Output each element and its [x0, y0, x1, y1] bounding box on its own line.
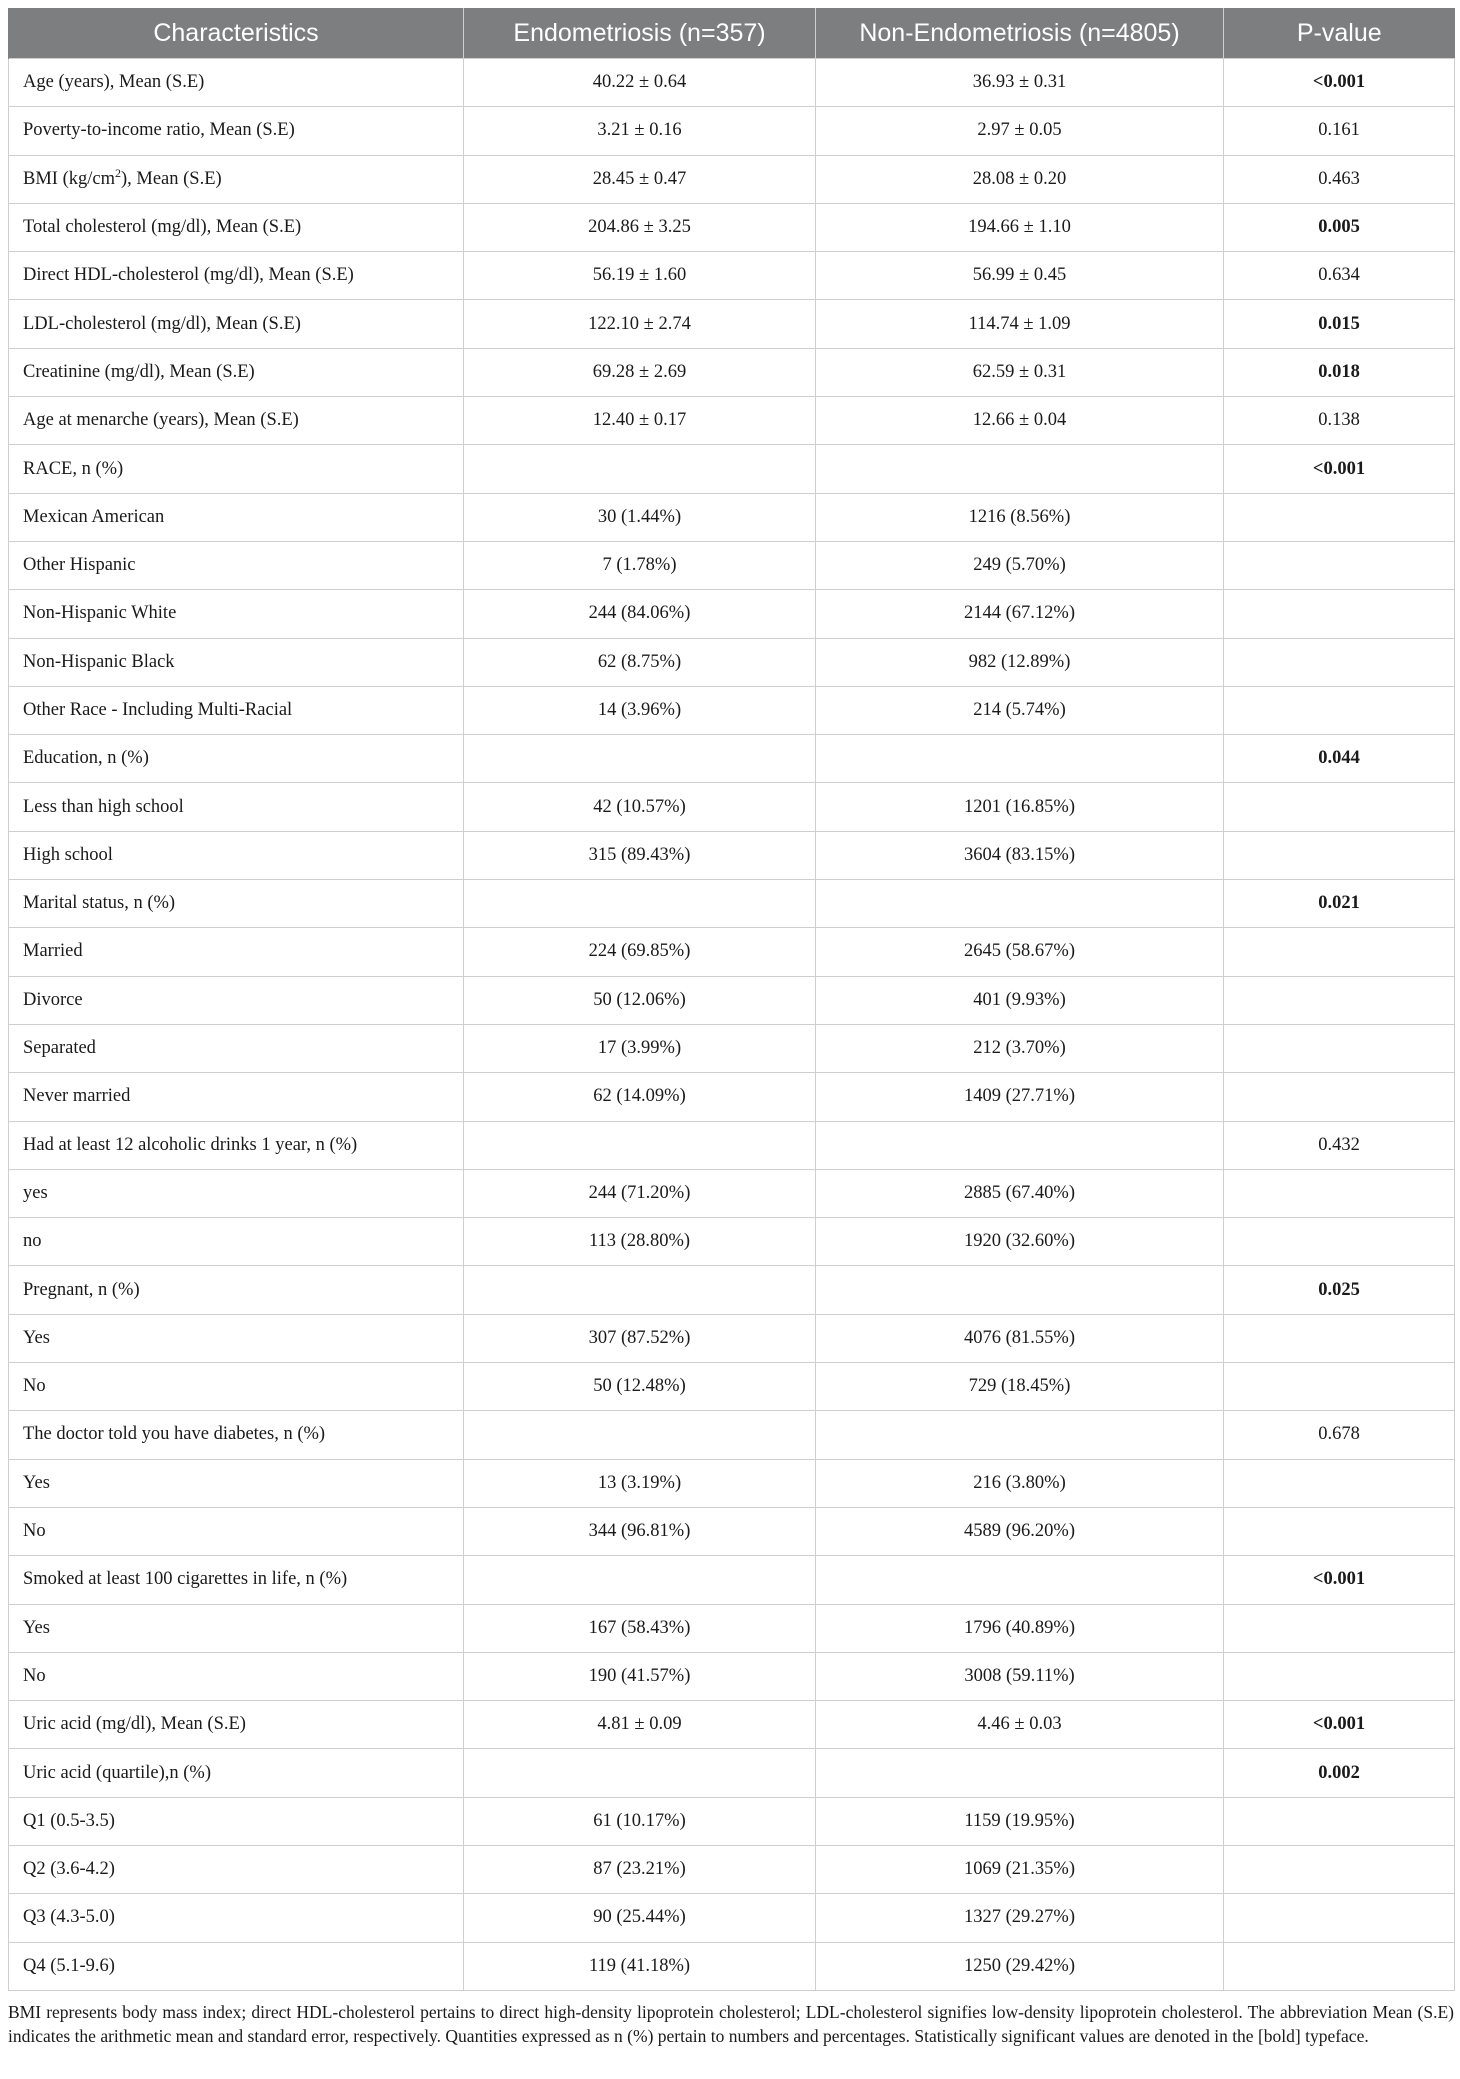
row-label: Education, n (%) [9, 735, 464, 783]
cell-p-value [1224, 1894, 1455, 1942]
cell-non-endometriosis: 1069 (21.35%) [816, 1845, 1224, 1893]
cell-non-endometriosis: 28.08 ± 0.20 [816, 155, 1224, 203]
table-row [9, 1507, 1455, 1555]
cell-p-value [1224, 638, 1455, 686]
table-row [9, 1701, 1455, 1749]
cell-non-endometriosis: 194.66 ± 1.10 [816, 203, 1224, 251]
cell-non-endometriosis: 1201 (16.85%) [816, 783, 1224, 831]
table-row [9, 1604, 1455, 1652]
cell-endometriosis: 344 (96.81%) [464, 1507, 816, 1555]
row-label: Q4 (5.1-9.6) [9, 1942, 464, 1990]
cell-non-endometriosis: 114.74 ± 1.09 [816, 300, 1224, 348]
cell-endometriosis: 30 (1.44%) [464, 493, 816, 541]
table-header [9, 8, 1455, 59]
cell-endometriosis: 190 (41.57%) [464, 1652, 816, 1700]
row-label-superscript: 2 [114, 165, 121, 180]
cell-endometriosis [464, 1556, 816, 1604]
cell-endometriosis [464, 445, 816, 493]
row-label-text-after: ), Mean (S.E) [120, 168, 222, 189]
cell-endometriosis [464, 880, 816, 928]
cell-endometriosis: 119 (41.18%) [464, 1942, 816, 1990]
cell-endometriosis: 50 (12.06%) [464, 976, 816, 1024]
row-label: Smoked at least 100 cigarettes in life, n (%) [9, 1556, 464, 1604]
cell-non-endometriosis: 1216 (8.56%) [816, 493, 1224, 541]
cell-non-endometriosis: 3604 (83.15%) [816, 831, 1224, 879]
cell-endometriosis: 56.19 ± 1.60 [464, 252, 816, 300]
cell-p-value: 0.161 [1224, 107, 1455, 155]
table-row [9, 831, 1455, 879]
cell-endometriosis: 224 (69.85%) [464, 928, 816, 976]
cell-non-endometriosis [816, 1749, 1224, 1797]
cell-non-endometriosis: 62.59 ± 0.31 [816, 348, 1224, 396]
cell-non-endometriosis: 212 (3.70%) [816, 1024, 1224, 1072]
cell-endometriosis: 42 (10.57%) [464, 783, 816, 831]
cell-p-value [1224, 1845, 1455, 1893]
table-row [9, 59, 1455, 107]
cell-p-value [1224, 1169, 1455, 1217]
table-row [9, 735, 1455, 783]
table-row [9, 1073, 1455, 1121]
cell-endometriosis: 204.86 ± 3.25 [464, 203, 816, 251]
cell-endometriosis: 13 (3.19%) [464, 1459, 816, 1507]
cell-non-endometriosis: 36.93 ± 0.31 [816, 59, 1224, 107]
cell-endometriosis: 62 (8.75%) [464, 638, 816, 686]
cell-p-value: 0.021 [1224, 880, 1455, 928]
table-row [9, 1218, 1455, 1266]
table-row [9, 783, 1455, 831]
cell-endometriosis: 307 (87.52%) [464, 1314, 816, 1362]
cell-p-value: 0.025 [1224, 1266, 1455, 1314]
row-label: Total cholesterol (mg/dl), Mean (S.E) [9, 203, 464, 251]
cell-non-endometriosis [816, 1121, 1224, 1169]
row-label: Age at menarche (years), Mean (S.E) [9, 397, 464, 445]
cell-endometriosis [464, 1121, 816, 1169]
row-label: Q3 (4.3-5.0) [9, 1894, 464, 1942]
cell-non-endometriosis [816, 445, 1224, 493]
cell-p-value [1224, 976, 1455, 1024]
cell-endometriosis [464, 1266, 816, 1314]
row-label: Never married [9, 1073, 464, 1121]
cell-non-endometriosis: 2.97 ± 0.05 [816, 107, 1224, 155]
cell-p-value [1224, 1459, 1455, 1507]
table-row [9, 300, 1455, 348]
cell-endometriosis: 315 (89.43%) [464, 831, 816, 879]
cell-endometriosis: 87 (23.21%) [464, 1845, 816, 1893]
table-row [9, 1845, 1455, 1893]
cell-non-endometriosis: 3008 (59.11%) [816, 1652, 1224, 1700]
header-p-value: P-value [1224, 8, 1455, 59]
cell-endometriosis: 4.81 ± 0.09 [464, 1701, 816, 1749]
table-row [9, 1556, 1455, 1604]
table-row [9, 397, 1455, 445]
row-label: Q2 (3.6-4.2) [9, 1845, 464, 1893]
row-label: RACE, n (%) [9, 445, 464, 493]
header-row [9, 8, 1455, 59]
cell-endometriosis: 3.21 ± 0.16 [464, 107, 816, 155]
table-row [9, 1894, 1455, 1942]
cell-non-endometriosis: 4589 (96.20%) [816, 1507, 1224, 1555]
table-row [9, 203, 1455, 251]
row-label: LDL-cholesterol (mg/dl), Mean (S.E) [9, 300, 464, 348]
cell-non-endometriosis: 2885 (67.40%) [816, 1169, 1224, 1217]
row-label: Age (years), Mean (S.E) [9, 59, 464, 107]
row-label: Uric acid (mg/dl), Mean (S.E) [9, 1701, 464, 1749]
table-row [9, 1459, 1455, 1507]
cell-non-endometriosis: 2144 (67.12%) [816, 590, 1224, 638]
cell-endometriosis [464, 735, 816, 783]
cell-non-endometriosis: 216 (3.80%) [816, 1459, 1224, 1507]
cell-non-endometriosis: 56.99 ± 0.45 [816, 252, 1224, 300]
cell-non-endometriosis: 1327 (29.27%) [816, 1894, 1224, 1942]
cell-p-value [1224, 1363, 1455, 1411]
cell-non-endometriosis: 4.46 ± 0.03 [816, 1701, 1224, 1749]
cell-p-value [1224, 1073, 1455, 1121]
cell-endometriosis: 28.45 ± 0.47 [464, 155, 816, 203]
cell-non-endometriosis [816, 880, 1224, 928]
cell-p-value [1224, 1024, 1455, 1072]
table-row [9, 1266, 1455, 1314]
cell-endometriosis: 40.22 ± 0.64 [464, 59, 816, 107]
row-label [9, 155, 464, 203]
row-label: Less than high school [9, 783, 464, 831]
row-label: The doctor told you have diabetes, n (%) [9, 1411, 464, 1459]
table-row [9, 1363, 1455, 1411]
cell-non-endometriosis: 249 (5.70%) [816, 541, 1224, 589]
row-label: No [9, 1507, 464, 1555]
row-label: no [9, 1218, 464, 1266]
row-label: Creatinine (mg/dl), Mean (S.E) [9, 348, 464, 396]
cell-endometriosis: 17 (3.99%) [464, 1024, 816, 1072]
cell-p-value: <0.001 [1224, 1556, 1455, 1604]
row-label: No [9, 1363, 464, 1411]
cell-p-value [1224, 1604, 1455, 1652]
row-label: Pregnant, n (%) [9, 1266, 464, 1314]
row-label: Had at least 12 alcoholic drinks 1 year, n (%) [9, 1121, 464, 1169]
table-row [9, 1314, 1455, 1362]
table-row [9, 1411, 1455, 1459]
cell-endometriosis [464, 1749, 816, 1797]
row-label: Non-Hispanic Black [9, 638, 464, 686]
cell-p-value: 0.432 [1224, 1121, 1455, 1169]
cell-p-value [1224, 541, 1455, 589]
row-label: Poverty-to-income ratio, Mean (S.E) [9, 107, 464, 155]
cell-endometriosis [464, 1411, 816, 1459]
cell-p-value [1224, 1507, 1455, 1555]
table-row [9, 590, 1455, 638]
table-row [9, 348, 1455, 396]
cell-p-value [1224, 1942, 1455, 1990]
table-row [9, 1024, 1455, 1072]
header-characteristics: Characteristics [9, 8, 464, 59]
cell-endometriosis: 244 (71.20%) [464, 1169, 816, 1217]
cell-endometriosis: 7 (1.78%) [464, 541, 816, 589]
table-row [9, 686, 1455, 734]
table-row [9, 445, 1455, 493]
cell-endometriosis: 69.28 ± 2.69 [464, 348, 816, 396]
cell-non-endometriosis: 1250 (29.42%) [816, 1942, 1224, 1990]
row-label: Yes [9, 1314, 464, 1362]
row-label: Yes [9, 1459, 464, 1507]
cell-p-value: 0.018 [1224, 348, 1455, 396]
row-label: Marital status, n (%) [9, 880, 464, 928]
cell-endometriosis: 50 (12.48%) [464, 1363, 816, 1411]
row-label: Q1 (0.5-3.5) [9, 1797, 464, 1845]
cell-p-value: 0.634 [1224, 252, 1455, 300]
table-row [9, 1749, 1455, 1797]
row-label: Direct HDL-cholesterol (mg/dl), Mean (S.E) [9, 252, 464, 300]
characteristics-table [8, 8, 1455, 1991]
cell-endometriosis: 122.10 ± 2.74 [464, 300, 816, 348]
row-label: Yes [9, 1604, 464, 1652]
cell-non-endometriosis: 729 (18.45%) [816, 1363, 1224, 1411]
cell-p-value: 0.678 [1224, 1411, 1455, 1459]
cell-p-value: <0.001 [1224, 59, 1455, 107]
table-body [9, 59, 1455, 1991]
table-row [9, 252, 1455, 300]
cell-non-endometriosis: 1159 (19.95%) [816, 1797, 1224, 1845]
cell-p-value: 0.002 [1224, 1749, 1455, 1797]
cell-non-endometriosis [816, 1556, 1224, 1604]
table-footnote: BMI represents body mass index; direct HDL-cholesterol pertains to direct high-density lipoprotein cholesterol; LDL-cholesterol signifies low-density lipoprotein cholesterol. The abbreviation Mean (S.E) indicates the arithmetic mean and standard error, respectively. Quantities expressed as n (%) pertain to numbers and percentages. Statistically significant values are denoted in the [bold] typeface. [8, 2001, 1454, 2046]
table-row [9, 541, 1455, 589]
cell-endometriosis: 14 (3.96%) [464, 686, 816, 734]
row-label: Uric acid (quartile),n (%) [9, 1749, 464, 1797]
cell-non-endometriosis: 401 (9.93%) [816, 976, 1224, 1024]
cell-p-value [1224, 783, 1455, 831]
cell-p-value [1224, 831, 1455, 879]
table-row [9, 155, 1455, 203]
cell-non-endometriosis [816, 1411, 1224, 1459]
row-label: yes [9, 1169, 464, 1217]
table-row [9, 107, 1455, 155]
cell-p-value: 0.015 [1224, 300, 1455, 348]
cell-non-endometriosis: 214 (5.74%) [816, 686, 1224, 734]
row-label-text: BMI (kg/cm [23, 168, 115, 189]
cell-non-endometriosis: 1409 (27.71%) [816, 1073, 1224, 1121]
table-row [9, 976, 1455, 1024]
cell-p-value: 0.005 [1224, 203, 1455, 251]
row-label: Separated [9, 1024, 464, 1072]
table-row [9, 928, 1455, 976]
table-row [9, 1169, 1455, 1217]
cell-endometriosis: 113 (28.80%) [464, 1218, 816, 1266]
row-label: High school [9, 831, 464, 879]
cell-p-value: <0.001 [1224, 1701, 1455, 1749]
table-row [9, 1942, 1455, 1990]
cell-endometriosis: 12.40 ± 0.17 [464, 397, 816, 445]
row-label: No [9, 1652, 464, 1700]
header-non-endometriosis: Non-Endometriosis (n=4805) [816, 8, 1224, 59]
cell-p-value [1224, 1797, 1455, 1845]
cell-non-endometriosis: 4076 (81.55%) [816, 1314, 1224, 1362]
cell-p-value [1224, 590, 1455, 638]
cell-p-value [1224, 686, 1455, 734]
table-row [9, 1121, 1455, 1169]
cell-endometriosis: 244 (84.06%) [464, 590, 816, 638]
cell-non-endometriosis: 1796 (40.89%) [816, 1604, 1224, 1652]
cell-endometriosis: 167 (58.43%) [464, 1604, 816, 1652]
table-row [9, 638, 1455, 686]
row-label: Other Race - Including Multi-Racial [9, 686, 464, 734]
row-label: Divorce [9, 976, 464, 1024]
cell-p-value [1224, 493, 1455, 541]
cell-p-value: 0.138 [1224, 397, 1455, 445]
table-row [9, 1797, 1455, 1845]
cell-p-value [1224, 1218, 1455, 1266]
cell-p-value: 0.463 [1224, 155, 1455, 203]
cell-p-value [1224, 1652, 1455, 1700]
row-label: Mexican American [9, 493, 464, 541]
characteristics-table-container [8, 8, 1454, 2048]
cell-p-value: 0.044 [1224, 735, 1455, 783]
cell-non-endometriosis: 1920 (32.60%) [816, 1218, 1224, 1266]
cell-endometriosis: 90 (25.44%) [464, 1894, 816, 1942]
cell-non-endometriosis: 982 (12.89%) [816, 638, 1224, 686]
table-row [9, 493, 1455, 541]
header-endometriosis: Endometriosis (n=357) [464, 8, 816, 59]
row-label: Other Hispanic [9, 541, 464, 589]
cell-endometriosis: 62 (14.09%) [464, 1073, 816, 1121]
row-label: Non-Hispanic White [9, 590, 464, 638]
cell-non-endometriosis: 2645 (58.67%) [816, 928, 1224, 976]
cell-p-value [1224, 928, 1455, 976]
cell-endometriosis: 61 (10.17%) [464, 1797, 816, 1845]
cell-p-value: <0.001 [1224, 445, 1455, 493]
row-label: Married [9, 928, 464, 976]
cell-non-endometriosis: 12.66 ± 0.04 [816, 397, 1224, 445]
cell-non-endometriosis [816, 1266, 1224, 1314]
cell-p-value [1224, 1314, 1455, 1362]
cell-non-endometriosis [816, 735, 1224, 783]
table-row [9, 880, 1455, 928]
table-row [9, 1652, 1455, 1700]
